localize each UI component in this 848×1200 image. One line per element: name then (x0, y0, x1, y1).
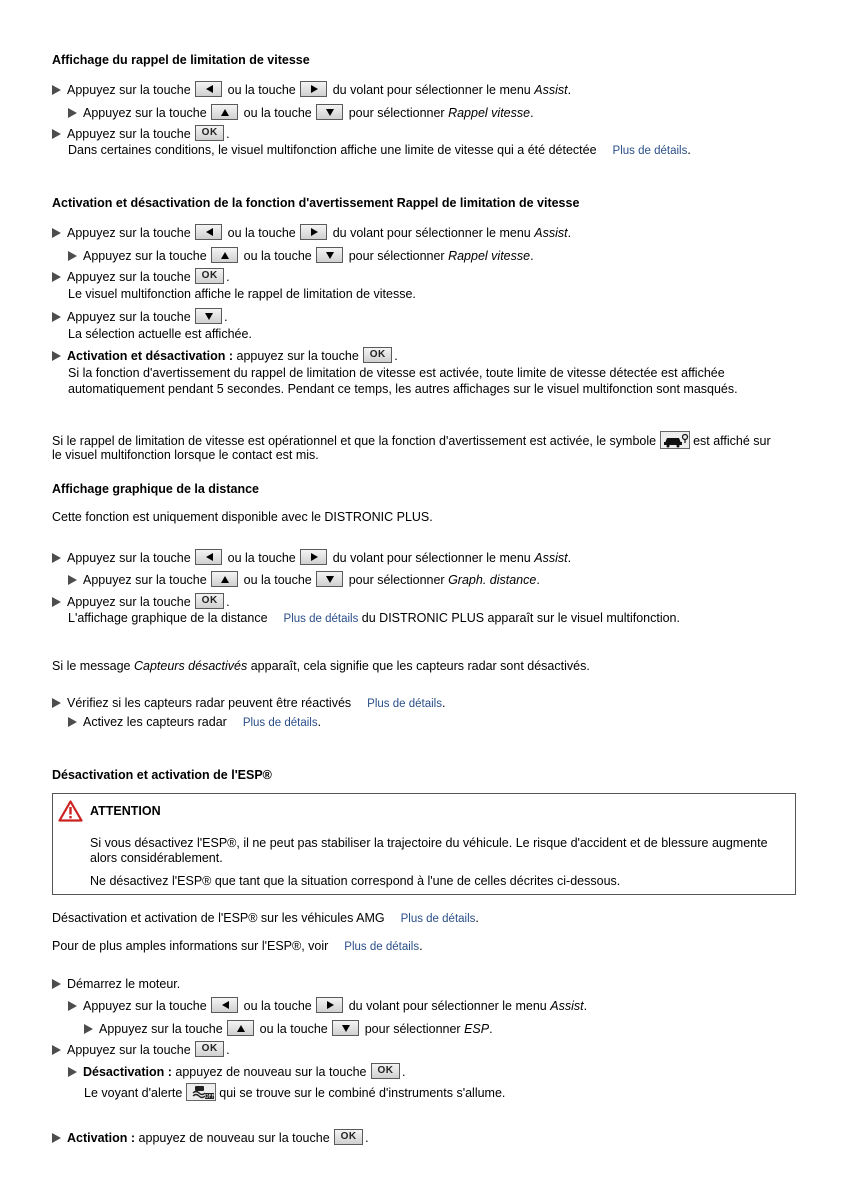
step: Appuyez sur la touche ou la touche du volant pour sélectionner le menu Assist. (52, 224, 571, 240)
warning-text: alors considérablement. (90, 851, 223, 865)
triangle-right-icon (52, 272, 61, 282)
step: Appuyez sur la touche OK . (52, 268, 230, 284)
step: Appuyez sur la touche OK . (52, 593, 230, 609)
section-heading: Affichage du rappel de limitation de vitesse (52, 53, 310, 67)
step-note: automatiquement pendant 5 secondes. Pendant ce temps, les autres affichages sur le visuel multifonction sont masqués. (68, 382, 738, 396)
step: Appuyez sur la touche ou la touche du volant pour sélectionner le menu Assist. (52, 81, 571, 97)
step: Appuyez sur la touche ou la touche du volant pour sélectionner le menu Assist. (52, 549, 571, 565)
paragraph: Si le message Capteurs désactivés apparaît, cela signifie que les capteurs radar sont désactivés. (52, 659, 590, 673)
details-link[interactable]: Plus de détails (242, 717, 318, 729)
triangle-right-icon (52, 351, 61, 361)
triangle-right-icon (84, 1024, 93, 1034)
step: Démarrez le moteur. (52, 977, 180, 991)
section-heading: Désactivation et activation de l'ESP® (52, 768, 272, 782)
step-note: Si la fonction d'avertissement du rappel de limitation de vitesse est activée, toute limite de vitesse détectée est affichée (68, 366, 725, 380)
step-note: Dans certaines conditions, le visuel multifonction affiche une limite de vitesse qui a été détectée Plus de détails. (68, 143, 691, 157)
triangle-right-icon (52, 312, 61, 322)
right-arrow-key-icon (300, 81, 327, 97)
up-arrow-key-icon (211, 247, 238, 263)
left-arrow-key-icon (195, 549, 222, 565)
step-note: L'affichage graphique de la distance Plus de détails du DISTRONIC PLUS apparaît sur le visuel multifonction. (68, 611, 680, 625)
substep: Appuyez sur la touche ou la touche du volant pour sélectionner le menu Assist. (68, 997, 587, 1013)
triangle-right-icon (68, 717, 77, 727)
section-heading: Affichage graphique de la distance (52, 482, 259, 496)
svg-text:OFF: OFF (204, 1094, 215, 1100)
step: Activation : appuyez de nouveau sur la touche OK . (52, 1129, 369, 1145)
ok-key-icon: OK (195, 125, 224, 141)
down-arrow-key-icon (316, 247, 343, 263)
section-heading: Activation et désactivation de la fonction d'avertissement Rappel de limitation de vitesse (52, 196, 580, 210)
warning-text: Ne désactivez l'ESP® que tant que la situation correspond à l'une de celles décrites ci-dessous. (90, 874, 621, 888)
details-link[interactable]: Plus de détails (283, 613, 359, 625)
left-arrow-key-icon (195, 224, 222, 240)
triangle-right-icon (52, 979, 61, 989)
down-arrow-key-icon (316, 571, 343, 587)
step: Appuyez sur la touche . (52, 308, 228, 324)
ok-key-icon: OK (195, 1041, 224, 1057)
up-arrow-key-icon (211, 571, 238, 587)
ok-key-icon: OK (334, 1129, 363, 1145)
right-arrow-key-icon (300, 224, 327, 240)
substep: Appuyez sur la touche ou la touche pour sélectionner Graph. distance. (68, 571, 540, 587)
triangle-right-icon (52, 129, 61, 139)
triangle-right-icon (68, 575, 77, 585)
left-arrow-key-icon (211, 997, 238, 1013)
warning-text: Si vous désactivez l'ESP®, il ne peut pas stabiliser la trajectoire du véhicule. Le risque d'accident et de blessure augmente (90, 836, 768, 850)
triangle-right-icon (68, 108, 77, 118)
substep: Appuyez sur la touche ou la touche pour sélectionner ESP. (84, 1020, 493, 1036)
step: Activation et désactivation : appuyez sur la touche OK . (52, 347, 398, 363)
triangle-right-icon (68, 1001, 77, 1011)
up-arrow-key-icon (227, 1020, 254, 1036)
up-arrow-key-icon (211, 104, 238, 120)
right-arrow-key-icon (316, 997, 343, 1013)
triangle-right-icon (68, 1067, 77, 1077)
car-speed-limit-icon (660, 431, 690, 449)
ok-key-icon: OK (195, 268, 224, 284)
triangle-right-icon (68, 251, 77, 261)
substep: Appuyez sur la touche ou la touche pour sélectionner Rappel vitesse. (68, 104, 534, 120)
substep: Désactivation : appuyez de nouveau sur la touche OK . (68, 1063, 405, 1079)
warning-label: ATTENTION (90, 804, 161, 818)
paragraph: Désactivation et activation de l'ESP® sur les véhicules AMG Plus de détails. (52, 911, 479, 925)
left-arrow-key-icon (195, 81, 222, 97)
step: Appuyez sur la touche OK . (52, 1041, 230, 1057)
ok-key-icon: OK (371, 1063, 400, 1079)
ok-key-icon: OK (363, 347, 392, 363)
paragraph: Pour de plus amples informations sur l'ESP®, voir Plus de détails. (52, 939, 423, 953)
details-link[interactable]: Plus de détails (400, 913, 476, 925)
down-arrow-key-icon (332, 1020, 359, 1036)
triangle-right-icon (52, 553, 61, 563)
triangle-right-icon (52, 1045, 61, 1055)
details-link[interactable]: Plus de détails (612, 145, 688, 157)
step: Vérifiez si les capteurs radar peuvent être réactivés Plus de détails. (52, 696, 445, 710)
triangle-right-icon (52, 85, 61, 95)
step: Appuyez sur la touche OK . (52, 125, 230, 141)
paragraph: Si le rappel de limitation de vitesse est opérationnel et que la fonction d'avertissement est activée, le symbole est affiché sur (52, 431, 771, 449)
triangle-right-icon (52, 228, 61, 238)
substep: Activez les capteurs radar Plus de détails. (68, 715, 321, 729)
ok-key-icon: OK (195, 593, 224, 609)
right-arrow-key-icon (300, 549, 327, 565)
step-note: Le visuel multifonction affiche le rappel de limitation de vitesse. (68, 287, 416, 301)
triangle-right-icon (52, 1133, 61, 1143)
substep: Appuyez sur la touche ou la touche pour sélectionner Rappel vitesse. (68, 247, 534, 263)
warning-triangle-icon (58, 800, 83, 822)
paragraph: le visuel multifonction lorsque le contact est mis. (52, 448, 319, 462)
warning-box (52, 793, 796, 895)
details-link[interactable]: Plus de détails (367, 698, 442, 710)
down-arrow-key-icon (316, 104, 343, 120)
triangle-right-icon (52, 597, 61, 607)
step-note: Le voyant d'alerte OFF qui se trouve sur le combiné d'instruments s'allume. (84, 1083, 505, 1101)
down-arrow-key-icon (195, 308, 222, 324)
details-link[interactable]: Plus de détails (344, 941, 420, 953)
triangle-right-icon (52, 698, 61, 708)
step-note: La sélection actuelle est affichée. (68, 327, 252, 341)
paragraph: Cette fonction est uniquement disponible avec le DISTRONIC PLUS. (52, 510, 433, 524)
esp-off-warning-lamp-icon (186, 1083, 216, 1101)
